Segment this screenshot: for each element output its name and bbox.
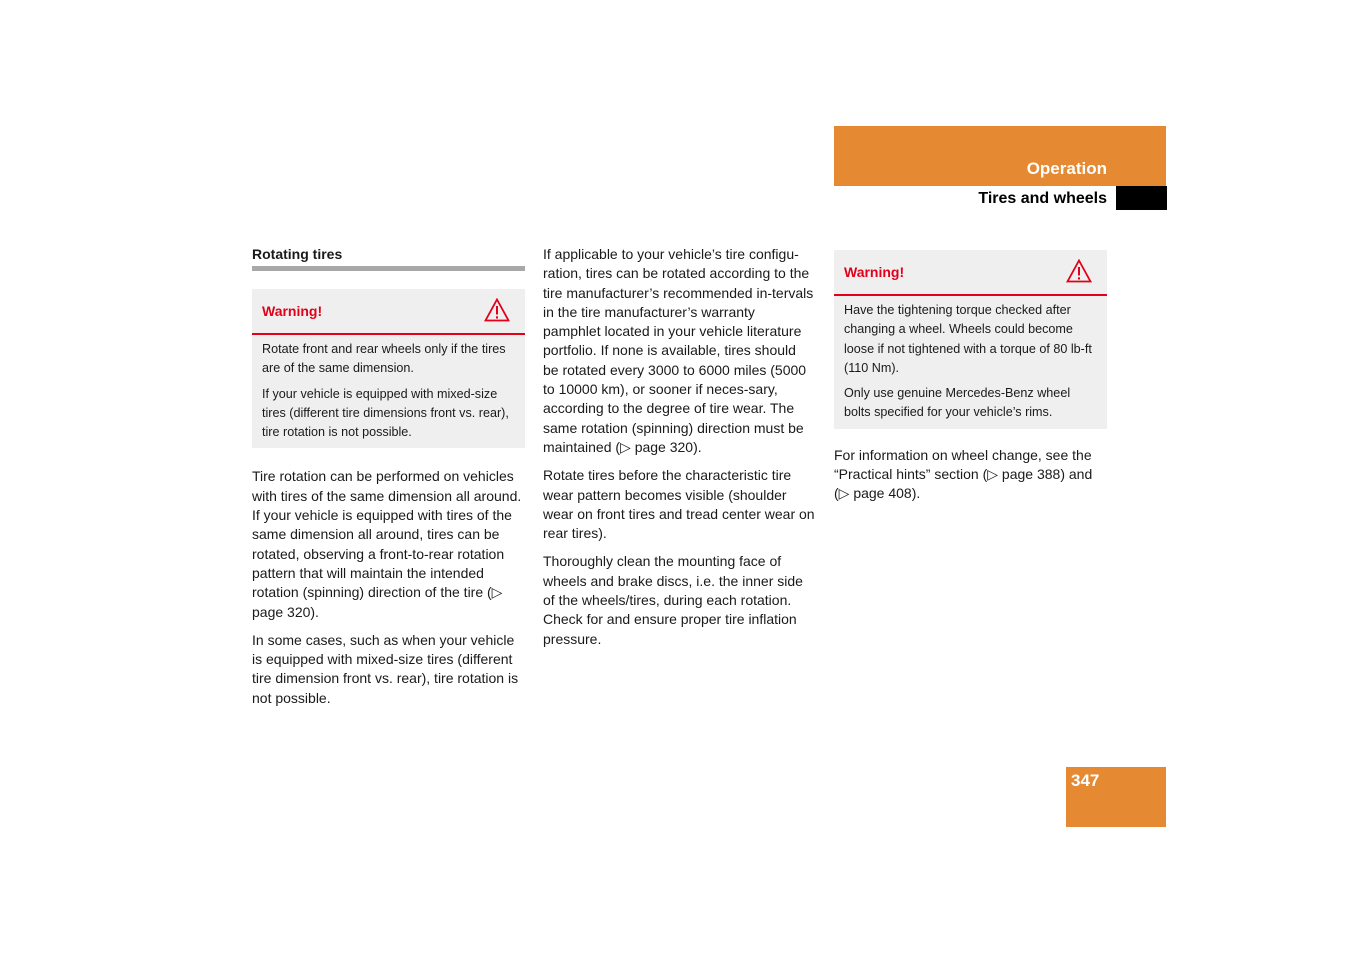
body-paragraph: If applicable to your vehicle’s tire configu-ration, tires can be rotated according to the tire manufacturer’s recommended in-tervals in the tire manufacturer’s warranty pamphlet located in your vehicle literature portfolio. If none is available, tires should be rotated every 3000 to 6000 miles (5000 to 10000 km), or sooner if neces-sary, according to the degree of tire wear. The same rotation (spinning) direction must be maintained (▷ page 320). — [543, 246, 814, 455]
warning-body — [252, 335, 525, 448]
warning-body — [834, 296, 1107, 429]
warning-triangle-icon — [1066, 259, 1092, 283]
column-3 — [834, 250, 1107, 513]
rotating-tires-heading: Rotating tires — [252, 246, 343, 262]
heading-rule — [252, 266, 525, 271]
warning-box — [252, 289, 525, 448]
column-1 — [252, 245, 525, 717]
warning-box — [834, 250, 1107, 429]
warning-text: Only use genuine Mercedes-Benz wheel bolts specified for your vehicle’s rims. — [844, 386, 1071, 420]
section-tab-marker — [1116, 186, 1167, 210]
body-paragraph: Rotate tires before the characteristic tire wear pattern becomes visible (shoulder wear on front tires and tread center wear on rear tires). — [543, 467, 815, 542]
header-band — [834, 126, 1166, 186]
warning-text: Rotate front and rear wheels only if the tires are of the same dimension. — [262, 342, 506, 376]
body-paragraph: In some cases, such as when your vehicle is equipped with mixed-size tires (different tire dimension front vs. rear), tire rotation is not possible. — [252, 631, 519, 706]
warning-text: Have the tightening torque checked after changing a wheel. Wheels could become loose if not tightened with a torque of 80 lb-ft (110 Nm). — [844, 303, 1092, 375]
page-number: 347 — [1071, 771, 1100, 790]
warning-label: Warning! — [844, 264, 905, 280]
section-title: Tires and wheels — [978, 190, 1107, 207]
warning-header — [252, 289, 525, 335]
warning-text: If your vehicle is equipped with mixed-size tires (different tire dimensions front vs. rear), tire rotation is not possible. — [262, 386, 509, 440]
chapter-title: Operation — [1026, 159, 1107, 178]
warning-label: Warning! — [262, 303, 323, 319]
warning-triangle-icon — [484, 298, 510, 322]
warning-header — [834, 250, 1107, 296]
body-paragraph: Thoroughly clean the mounting face of wheels and brake discs, i.e. the inner side of the wheels/tires, during each rotation. Check for and ensure proper tire inflation pressure. — [543, 553, 803, 647]
column-2 — [543, 245, 815, 658]
body-paragraph: For information on wheel change, see the “Practical hints” section (▷ page 388) and (▷ page 408). — [834, 446, 1093, 502]
body-paragraph: Tire rotation can be performed on vehicles with tires of the same dimension all around. If your vehicle is equipped with tires of the same dimension all around, tires can be rotated, observing a front-to-rear rotation pattern that will maintain the intended rotation (spinning) direction of the tire (▷ page 320). — [252, 468, 522, 620]
